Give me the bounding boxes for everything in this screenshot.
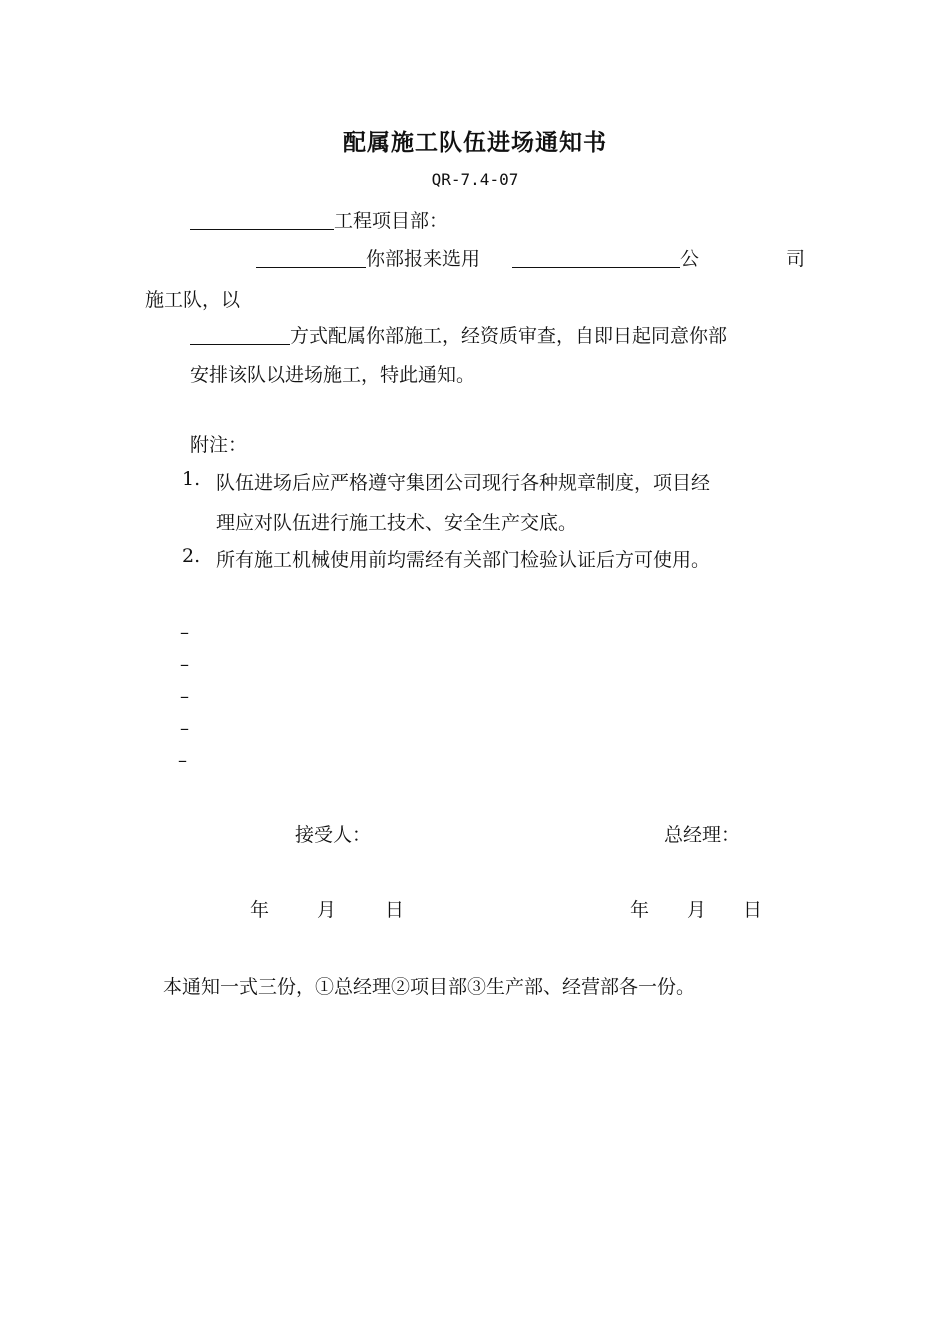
dash-mark: – <box>178 750 187 771</box>
note-1-continuation: 理应对队伍进行施工技术、安全生产交底。 <box>216 512 578 534</box>
company-char: 公 <box>680 248 700 270</box>
left-date-year: 年 <box>250 899 270 921</box>
right-date-month: 月 <box>687 899 707 921</box>
company-char-2: 司 <box>786 248 806 270</box>
selection-line <box>256 244 480 271</box>
distribution-note: 本通知一式三份，①总经理②项目部③生产部、经营部各一份。 <box>163 976 696 998</box>
receiver-label: 接受人： <box>295 824 372 846</box>
note-label: 附注： <box>190 434 248 456</box>
document-code: QR-7.4-07 <box>431 170 519 189</box>
right-date-day: 日 <box>743 899 763 921</box>
method-blank <box>190 324 290 345</box>
dash-mark: – <box>180 622 189 643</box>
manager-label: 总经理： <box>664 824 741 846</box>
team-line: 施工队，以 <box>145 289 241 311</box>
note-1-number: 1. <box>182 468 201 490</box>
left-date-month: 月 <box>317 899 337 921</box>
project-blank <box>190 209 334 230</box>
addressee-text: 工程项目部： <box>334 210 449 232</box>
reported-blank <box>256 247 366 268</box>
right-date-year: 年 <box>630 899 650 921</box>
dash-mark: – <box>180 654 189 675</box>
company-line <box>512 244 699 271</box>
dash-mark: – <box>180 686 189 707</box>
left-date-day: 日 <box>385 899 405 921</box>
note-2-text: 所有施工机械使用前均需经有关部门检验认证后方可使用。 <box>216 549 711 571</box>
addressee-line <box>190 206 448 233</box>
document-title: 配属施工队伍进场通知书 <box>343 129 607 156</box>
note-2-number: 2. <box>182 545 201 567</box>
selection-text: 你部报来选用 <box>366 248 481 270</box>
method-text: 方式配属你部施工，经资质审查，自即日起同意你部 <box>290 325 728 347</box>
note-1-text: 队伍进场后应严格遵守集团公司现行各种规章制度，项目经 <box>216 472 711 494</box>
method-line <box>190 321 727 348</box>
dash-mark: – <box>180 718 189 739</box>
arrangement-line: 安排该队以进场施工，特此通知。 <box>190 364 476 386</box>
company-blank <box>512 247 680 268</box>
